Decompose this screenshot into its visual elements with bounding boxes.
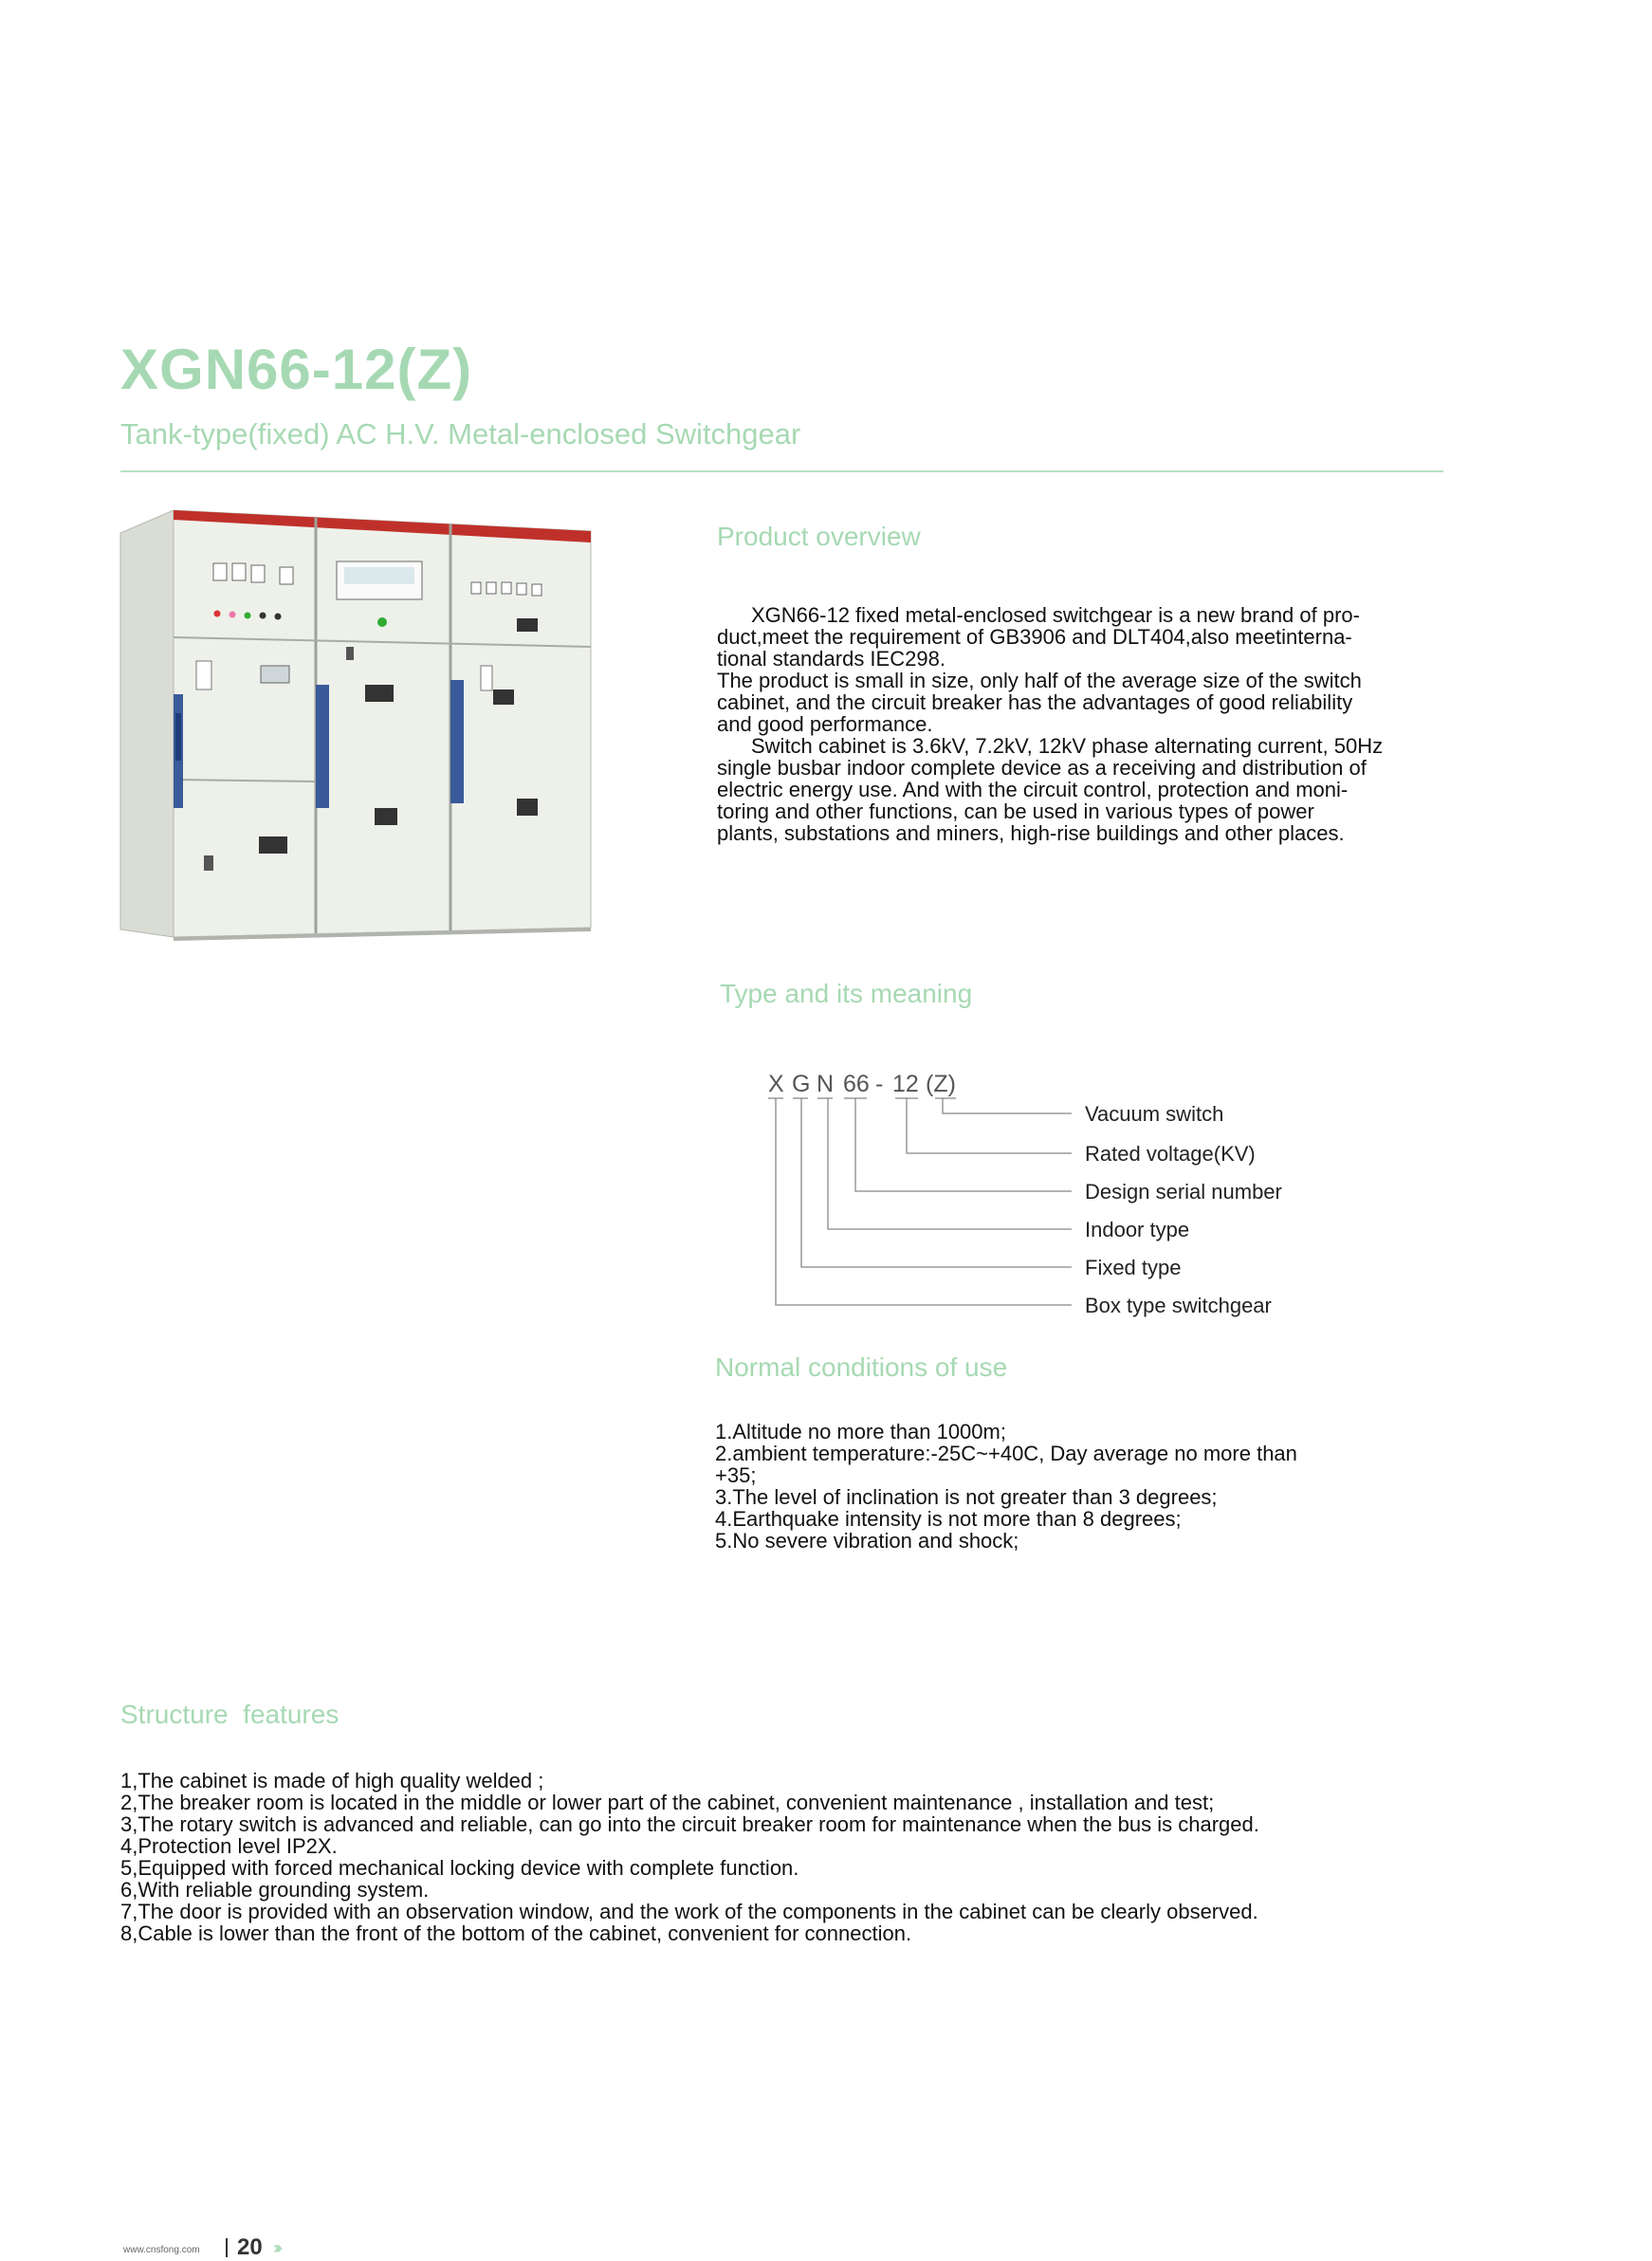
section-heading-type: Type and its meaning [720, 979, 973, 1008]
footer-divider [226, 2238, 228, 2257]
structure-line: 8,Cable is lower than the front of the bottom of the cabinet, convenient for connection. [120, 1921, 912, 1945]
condition-line: 5.No severe vibration and shock; [715, 1529, 1019, 1553]
title-divider [120, 470, 1443, 472]
structure-line: 4,Protection level IP2X. [120, 1834, 338, 1858]
structure-line: 7,The door is provided with an observation window, and the work of the components in the cabinet can be clearly observed. [120, 1900, 1258, 1923]
overview-line: plants, substations and miners, high-rise buildings and other places. [717, 821, 1345, 845]
overview-line: and good performance. [717, 712, 933, 736]
switchgear-cabinet-image [119, 505, 593, 941]
structure-line: 6,With reliable grounding system. [120, 1878, 430, 1902]
structure-line: 2,The breaker room is located in the middle or lower part of the cabinet, convenient maintenance , installation and test; [120, 1791, 1215, 1814]
conditions-text [715, 1421, 1436, 1552]
structure-line: 5,Equipped with forced mechanical locking device with complete function. [120, 1856, 799, 1880]
overview-line: cabinet, and the circuit breaker has the advantages of good reliability [717, 690, 1353, 714]
type-label: Rated voltage(KV) [1085, 1142, 1256, 1166]
section-heading-conditions: Normal conditions of use [715, 1352, 1008, 1382]
overview-line: Switch cabinet is 3.6kV, 7.2kV, 12kV phase alternating current, 50Hz [751, 734, 1384, 758]
overview-line: The product is small in size, only half of the average size of the switch [717, 669, 1362, 692]
overview-line: tional standards IEC298. [717, 647, 945, 671]
overview-line: XGN66-12 fixed metal-enclosed switchgear is a new brand of pro- [751, 603, 1360, 627]
overview-line: electric energy use. And with the circuit control, protection and moni- [717, 778, 1349, 801]
page-title: XGN66-12(Z) [120, 338, 473, 401]
page-number: 20 [237, 2234, 263, 2260]
condition-line: 1.Altitude no more than 1000m; [715, 1420, 1006, 1443]
type-label: Box type switchgear [1085, 1294, 1272, 1317]
code-part-g: G [792, 1071, 811, 1097]
type-label: Design serial number [1085, 1180, 1282, 1204]
section-heading-structure: Structure features [120, 1700, 340, 1729]
structure-text [120, 1770, 1448, 1944]
code-part-66: 66 [843, 1071, 870, 1097]
overview-line: toring and other functions, can be used in various types of power [717, 800, 1314, 823]
code-part-dash: - [875, 1071, 884, 1097]
overview-line: duct,meet the requirement of GB3906 and DLT404,also meetinterna- [717, 625, 1352, 649]
condition-line: 2.ambient temperature:-25C~+40C, Day average no more than [715, 1442, 1297, 1465]
type-label: Fixed type [1085, 1256, 1182, 1279]
overview-line: single busbar indoor complete device as a receiving and distribution of [717, 756, 1367, 780]
condition-line: +35; [715, 1463, 757, 1487]
type-code-diagram [749, 1060, 1337, 1326]
chevrons-right-icon: ››› [273, 2238, 279, 2257]
condition-line: 3.The level of inclination is not greater than 3 degrees; [715, 1485, 1218, 1509]
structure-line: 1,The cabinet is made of high quality welded ; [120, 1769, 544, 1792]
footer-url: www.cnsfong.com [123, 2245, 200, 2255]
type-label: Vacuum switch [1085, 1102, 1224, 1126]
overview-text [717, 604, 1438, 844]
code-part-x: X [768, 1071, 784, 1097]
type-label: Indoor type [1085, 1218, 1190, 1241]
code-part-n: N [817, 1071, 835, 1097]
structure-line: 3,The rotary switch is advanced and reliable, can go into the circuit breaker room for maintenance when the bus is charged. [120, 1812, 1259, 1836]
page-subtitle: Tank-type(fixed) AC H.V. Metal-enclosed Switchgear [120, 417, 801, 450]
code-part-z: (Z) [926, 1071, 956, 1097]
code-part-12: 12 [892, 1071, 919, 1097]
section-heading-overview: Product overview [717, 522, 921, 551]
condition-line: 4.Earthquake intensity is not more than 8 degrees; [715, 1507, 1182, 1531]
